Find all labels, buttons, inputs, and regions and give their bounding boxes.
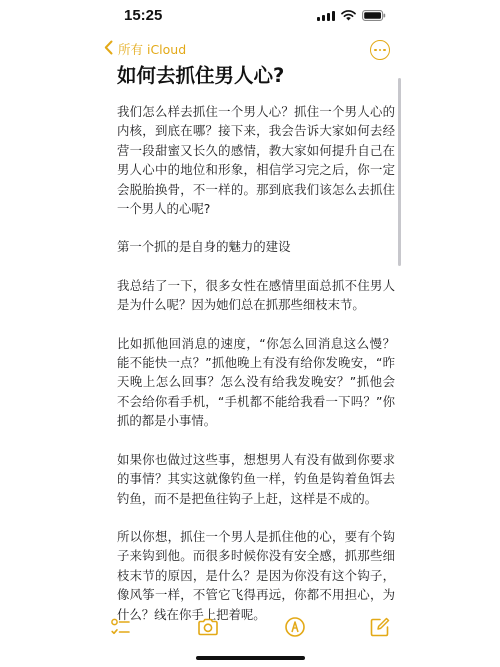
wifi-icon xyxy=(341,10,356,21)
note-paragraph: 第一个抓的是自身的魅力的建设 xyxy=(117,239,291,255)
back-button-label: 所有 iCloud xyxy=(118,42,187,57)
compose-icon[interactable] xyxy=(369,616,391,638)
home-indicator xyxy=(196,656,305,660)
note-paragraph: 如果你也做过这些事，想想男人有没有做到你要求的事情？其实这就像钓鱼一样，钓鱼是钩着鱼饵去钓鱼，而不是把鱼往钩子上赶，这样是不成的。 xyxy=(117,451,395,506)
note-body[interactable] xyxy=(117,62,395,643)
camera-icon[interactable] xyxy=(197,616,219,638)
nav-bar xyxy=(0,36,500,64)
cellular-signal-icon xyxy=(317,10,335,21)
note-paragraph: 比如抓他回消息的速度，“你怎么回消息这么慢？能不能快一点？”抓他晚上有没有给你发晚安，“昨天晚上怎么回事？怎么没有给我发晚安？”抓他会不会给你看手机，“手机都不能给我看一下吗？”你抓的都是小事情。 xyxy=(117,335,395,429)
checklist-icon[interactable] xyxy=(110,616,132,638)
chevron-left-icon xyxy=(104,40,113,58)
note-paragraph: 所以你想，抓住一个男人是抓住他的心，要有个钩子来钩到他。而很多时候你没有安全感，抓那些细枝末节的原因，是什么？是因为你没有这个钩子，像风筝一样，不管它飞得再远，你都不用担心，为什么？线在你手上把着呢。 xyxy=(117,528,395,622)
bottom-toolbar xyxy=(0,612,500,642)
status-bar xyxy=(0,0,500,34)
battery-icon xyxy=(362,10,386,21)
markup-pen-icon[interactable] xyxy=(284,616,306,638)
status-time: 15:25 xyxy=(124,7,163,24)
scroll-indicator[interactable] xyxy=(398,78,401,266)
back-button[interactable] xyxy=(104,40,186,58)
note-paragraph: 我总结了一下，很多女性在感情里面总抓不住男人是为什么呢？因为她们总在抓那些细枝末节。 xyxy=(117,277,395,313)
note-paragraph: 我们怎么样去抓住一个男人心？抓住一个男人心的内核，到底在哪？接下来，我会告诉大家如何去经营一段甜蜜又长久的感情，教大家如何提升自己在男人心中的地位和形象，相信学习完之后，你一定会脱胎换骨，不一样的。那到底我们该怎么去抓住一个男人的心呢? xyxy=(117,104,395,217)
note-title: 如何去抓住男人心? xyxy=(117,64,285,87)
status-icons xyxy=(317,10,386,21)
ellipsis-circle-icon[interactable] xyxy=(370,40,390,60)
